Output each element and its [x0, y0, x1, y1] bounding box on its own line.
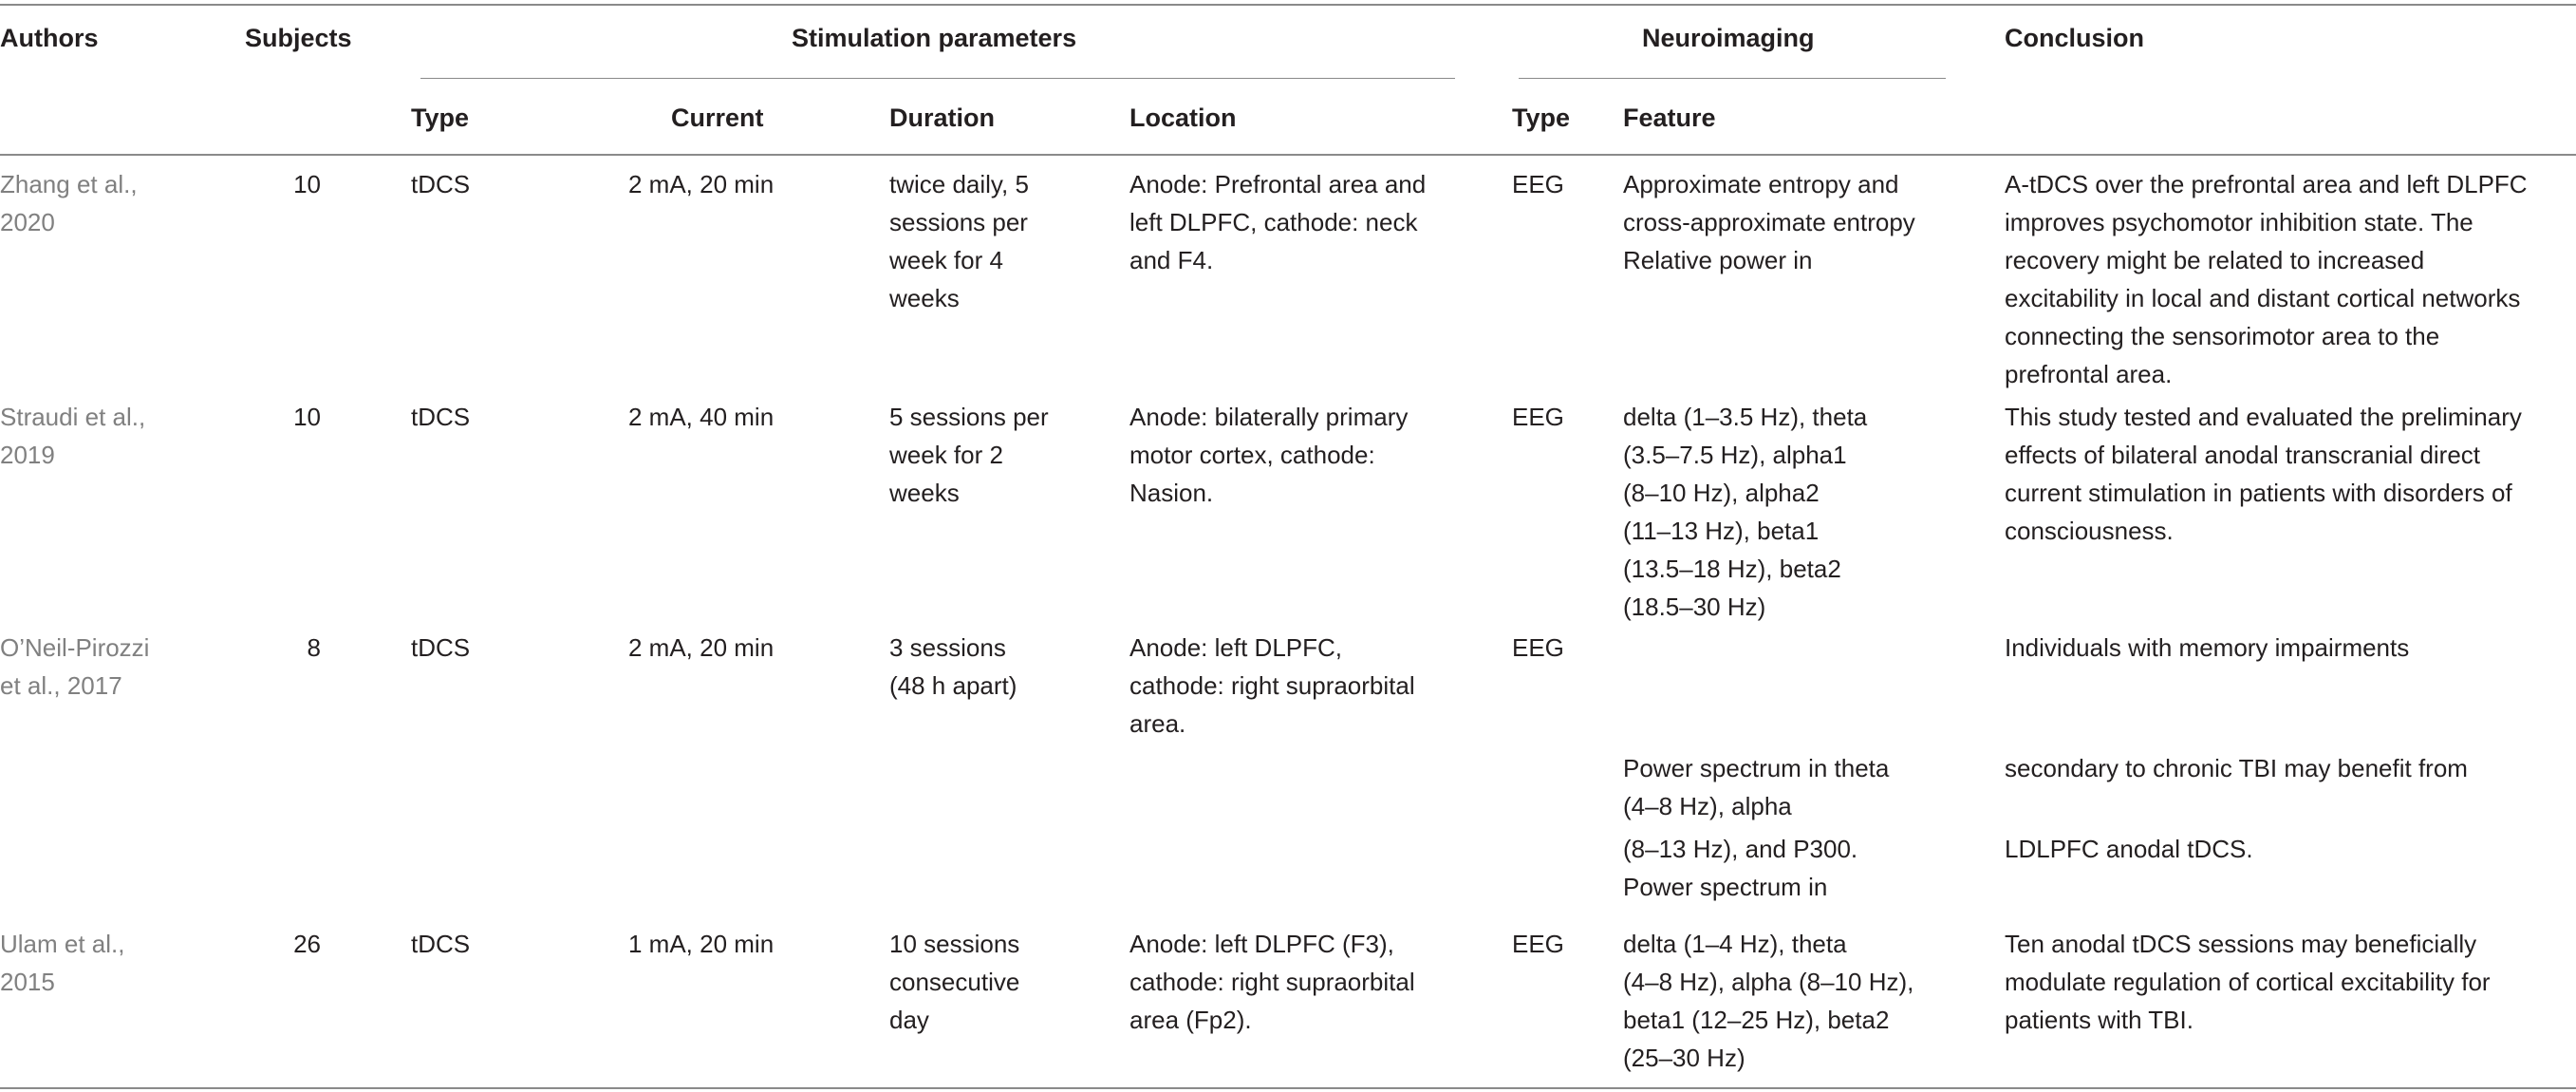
cell-current: 2 mA, 40 min: [628, 403, 775, 431]
cell-duration: 5 sessions per week for 2 weeks: [889, 403, 1049, 507]
cell-authors: Ulam et al., 2015: [0, 930, 125, 996]
cell-feature: Approximate entropy and cross-approximate entropy Relative power in: [1623, 170, 1915, 274]
cell-neuro-type: EEG: [1512, 930, 1564, 958]
cell-authors: Zhang et al., 2020: [0, 170, 138, 236]
cell-subjects: 10: [293, 403, 321, 431]
cell-location: Anode: Prefrontal area and left DLPFC, cathode: neck and F4.: [1129, 170, 1427, 274]
header-rule: [0, 154, 2576, 156]
top-rule: [0, 4, 2576, 6]
cell-conclusion: LDLPFC anodal tDCS.: [2005, 835, 2253, 863]
cell-conclusion: Ten anodal tDCS sessions may beneficially modulate regulation of cortical excitability for patients with TBI.: [2005, 930, 2491, 1034]
cell-conclusion: This study tested and evaluated the preliminary effects of bilateral anodal transcranial direct current stimulation in patients with disorders of consciousness.: [2005, 403, 2522, 545]
cell-conclusion: A-tDCS over the prefrontal area and left DLPFC improves psychomotor inhibition state. The recovery might be related to increased excitability in local and distant cortical networks connecting the sensorimotor area to the prefrontal area.: [2005, 170, 2528, 388]
cell-duration: 10 sessions consecutive day: [889, 930, 1020, 1034]
header-stim-type: Type: [411, 104, 470, 132]
cell-subjects: 8: [307, 633, 321, 662]
header-neuroimaging: Neuroimaging: [1642, 24, 1815, 52]
cell-type: tDCS: [411, 170, 471, 198]
cell-feature: Power spectrum in theta (4–8 Hz), alpha: [1623, 754, 1890, 820]
cell-conclusion: secondary to chronic TBI may benefit from: [2005, 754, 2468, 782]
header-current: Current: [671, 104, 764, 132]
bottom-rule: [0, 1087, 2576, 1089]
neuroimaging-group-rule: [1519, 78, 1946, 79]
cell-conclusion: Individuals with memory impairments: [2005, 633, 2410, 662]
header-authors: Authors: [0, 24, 99, 52]
cell-current: 2 mA, 20 min: [628, 170, 775, 198]
cell-type: tDCS: [411, 403, 471, 431]
cell-duration: twice daily, 5 sessions per week for 4 weeks: [889, 170, 1029, 312]
header-neuro-type: Type: [1512, 104, 1571, 132]
cell-current: 2 mA, 20 min: [628, 633, 775, 662]
cell-neuro-type: EEG: [1512, 403, 1564, 431]
header-location: Location: [1129, 104, 1237, 132]
cell-authors: O’Neil-Pirozzi et al., 2017: [0, 633, 150, 700]
cell-subjects: 26: [293, 930, 321, 958]
cell-neuro-type: EEG: [1512, 170, 1564, 198]
cell-neuro-type: EEG: [1512, 633, 1564, 662]
cell-feature: (8–13 Hz), and P300. Power spectrum in: [1623, 835, 1858, 901]
cell-location: Anode: left DLPFC (F3), cathode: right supraorbital area (Fp2).: [1129, 930, 1415, 1034]
cell-feature: delta (1–3.5 Hz), theta (3.5–7.5 Hz), alpha1 (8–10 Hz), alpha2 (11–13 Hz), beta1 (13.5–18 Hz), beta2 (18.5–30 Hz): [1623, 403, 1868, 621]
header-conclusion: Conclusion: [2005, 24, 2144, 52]
cell-feature: delta (1–4 Hz), theta (4–8 Hz), alpha (8–10 Hz), beta1 (12–25 Hz), beta2 (25–30 Hz): [1623, 930, 1914, 1072]
cell-duration: 3 sessions (48 h apart): [889, 633, 1017, 700]
header-duration: Duration: [889, 104, 995, 132]
cell-location: Anode: left DLPFC, cathode: right supraorbital area.: [1129, 633, 1415, 738]
cell-type: tDCS: [411, 930, 471, 958]
header-feature: Feature: [1623, 104, 1716, 132]
cell-type: tDCS: [411, 633, 471, 662]
cell-authors: Straudi et al., 2019: [0, 403, 146, 469]
stimulation-group-rule: [420, 78, 1455, 79]
cell-subjects: 10: [293, 170, 321, 198]
cell-location: Anode: bilaterally primary motor cortex, cathode: Nasion.: [1129, 403, 1409, 507]
header-subjects: Subjects: [245, 24, 352, 52]
header-stimulation-parameters: Stimulation parameters: [792, 24, 1077, 52]
cell-current: 1 mA, 20 min: [628, 930, 775, 958]
